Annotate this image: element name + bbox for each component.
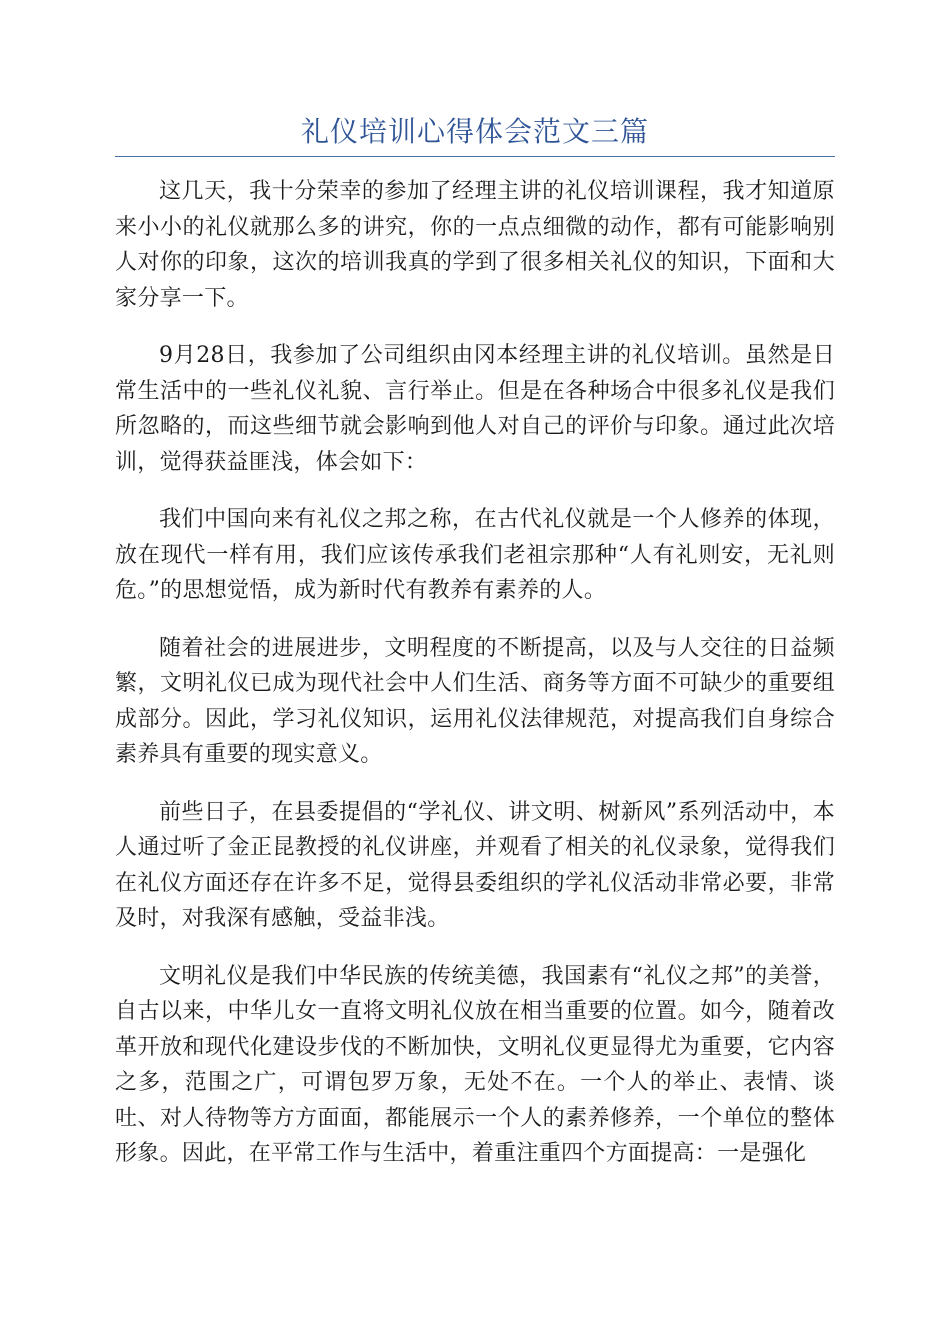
paragraph-3: 我们中国向来有礼仪之邦之称，在古代礼仪就是一个人修养的体现，放在现代一样有用，我们应该传承我们老祖宗那种“人有礼则安，无礼则危。”的思想觉悟，成为新时代有教养有素养的人。 [115,507,835,603]
document-body [115,174,835,1194]
paragraph-4: 随着社会的进展进步，文明程度的不断提高，以及与人交往的日益频繁，文明礼仪已成为现代社会中人们生活、商务等方面不可缺少的重要组成部分。因此，学习礼仪知识，运用礼仪法律规范，对提高我们自身综合素养具有重要的现实意义。 [115,635,835,767]
paragraph-1: 这几天，我十分荣幸的参加了经理主讲的礼仪培训课程，我才知道原来小小的礼仪就那么多的讲究，你的一点点细微的动作，都有可能影响别人对你的印象，这次的培训我真的学到了很多相关礼仪的知识，下面和大家分享一下。 [115,179,835,311]
document-title: 礼仪培训心得体会范文三篇 [300,115,649,148]
paragraph-6: 文明礼仪是我们中华民族的传统美德，我国素有“礼仪之邦”的美誉，自古以来，中华儿女一直将文明礼仪放在相当重要的位置。如今，随着改革开放和现代化建设步伐的不断加快，文明礼仪更显得尤为重要，它内容之多，范围之广，可谓包罗万象，无处不在。一个人的举止、表情、谈吐、对人待物等方方面面，都能展示一个人的素养修养，一个单位的整体形象。因此，在平常工作与生活中，着重注重四个方面提高：一是强化 [115,963,835,1166]
title-block [115,112,835,157]
paragraph-2: 9月28日，我参加了公司组织由冈本经理主讲的礼仪培训。虽然是日常生活中的一些礼仪礼貌、言行举止。但是在各种场合中很多礼仪是我们所忽略的，而这些细节就会影响到他人对自己的评价与印象。通过此次培训，觉得获益匪浅，体会如下： [115,343,835,475]
paragraph-5: 前些日子，在县委提倡的“学礼仪、讲文明、树新风”系列活动中，本人通过听了金正昆教授的礼仪讲座，并观看了相关的礼仪录象，觉得我们在礼仪方面还存在许多不足，觉得县委组织的学礼仪活动非常必要，非常及时，对我深有感触，受益非浅。 [115,799,835,931]
